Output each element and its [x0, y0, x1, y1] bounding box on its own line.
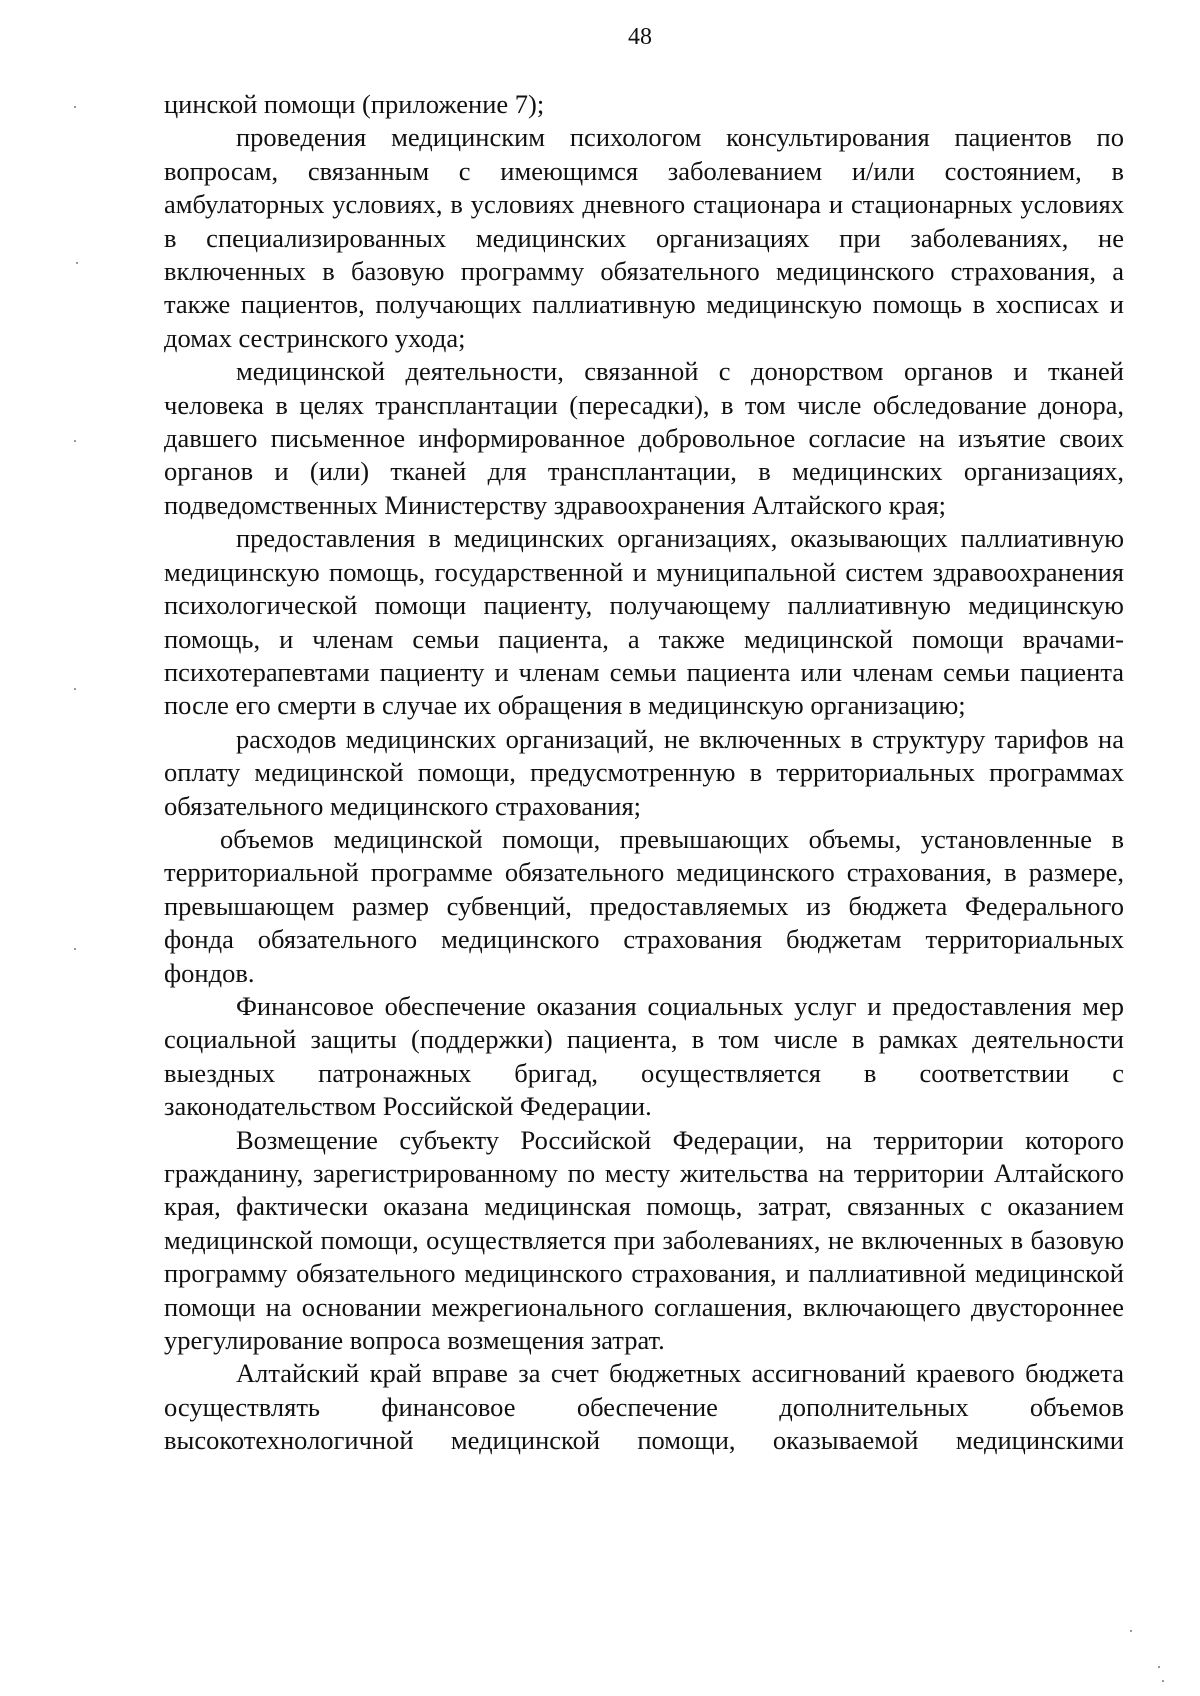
paragraph-additional-high-tech-care: Алтайский край вправе за счет бюджетных ассигнований краевого бюджета осуществлять финансовое обеспечение дополнительных объемов высокотехнологичной медицинской помощи, оказываемой медицинскими — [164, 1358, 1124, 1456]
paragraph-psychologist-consulting: проведения медицинским психологом консультирования пациентов по вопросам, связанным с имеющимся заболеванием и/или состоянием, в амбулаторных условиях, в условиях дневного стационара и стационарных условиях в специализированных медицинских организациях при заболеваниях, не включенных в базовую программу обязательного медицинского страхования, а также пациентов, получающих паллиативную медицинскую помощь в хосписах и домах сестринского ухода; — [164, 122, 1124, 353]
scan-speck — [1158, 1666, 1160, 1668]
scan-speck — [74, 106, 76, 108]
scan-speck — [74, 948, 76, 950]
page-number: 48 — [628, 24, 652, 50]
paragraph-palliative-psychological-help: предоставления в медицинских организациях, оказывающих паллиативную медицинскую помощь, государственной и муниципальной систем здравоохранения психологической помощи пациенту, получающему паллиативную медицинскую помощь, и членам семьи пациента, а также медицинской помощи врачами-психотерапевтами пациенту и членам семьи пациента или членам семьи пациента после его смерти в случае их обращения в медицинскую организацию; — [164, 523, 1124, 721]
paragraph-excess-volumes: объемов медицинской помощи, превышающих объемы, установленные в территориальной программе обязательного медицинского страхования, в размере, превышающем размер субвенций, предоставляемых из бюджета Федерального фонда обязательного медицинского страхования бюджетам территориальных фондов. — [164, 823, 1124, 988]
scan-speck — [74, 688, 76, 690]
paragraph-reimbursement: Возмещение субъекту Российской Федерации, на территории которого гражданину, зарегистрированному по месту жительства на территории Алтайского края, фактически оказана медицинская помощь, затрат, связанных с оказанием медицинской помощи, осуществляется при заболеваниях, не включенных в базовую программу обязательного медицинского страхования, и паллиативной медицинской помощи на основании межрегионального соглашения, включающего двустороннее урегулирование вопроса возмещения затрат. — [164, 1124, 1124, 1356]
paragraph-continuation: цинской помощи (приложение 7); — [164, 89, 545, 119]
scan-speck — [1130, 1630, 1132, 1632]
paragraph-social-services-funding: Финансовое обеспечение оказания социальных услуг и предоставления мер социальной защиты (поддержки) пациента, в том числе в рамках деятельности выездных патронажных бригад, осуществляется в соответствии с законодательством Российской Федерации. — [164, 990, 1124, 1122]
scan-speck — [1162, 1680, 1164, 1682]
paragraph-donor-activity: медицинской деятельности, связанной с донорством органов и тканей человека в целях трансплантации (пересадки), в том числе обследование донора, давшего письменное информированное добровольное согласие на изъятие своих органов и (или) тканей для трансплантации, в медицинских организациях, подведомственных Министерству здравоохранения Алтайского края; — [164, 356, 1124, 520]
document-body — [164, 88, 1124, 1458]
paragraph-organization-expenses: расходов медицинских организаций, не включенных в структуру тарифов на оплату медицинской помощи, предусмотренную в территориальных программах обязательного медицинского страхования; — [164, 723, 1124, 821]
scan-speck — [76, 262, 78, 264]
scan-speck — [74, 440, 76, 442]
